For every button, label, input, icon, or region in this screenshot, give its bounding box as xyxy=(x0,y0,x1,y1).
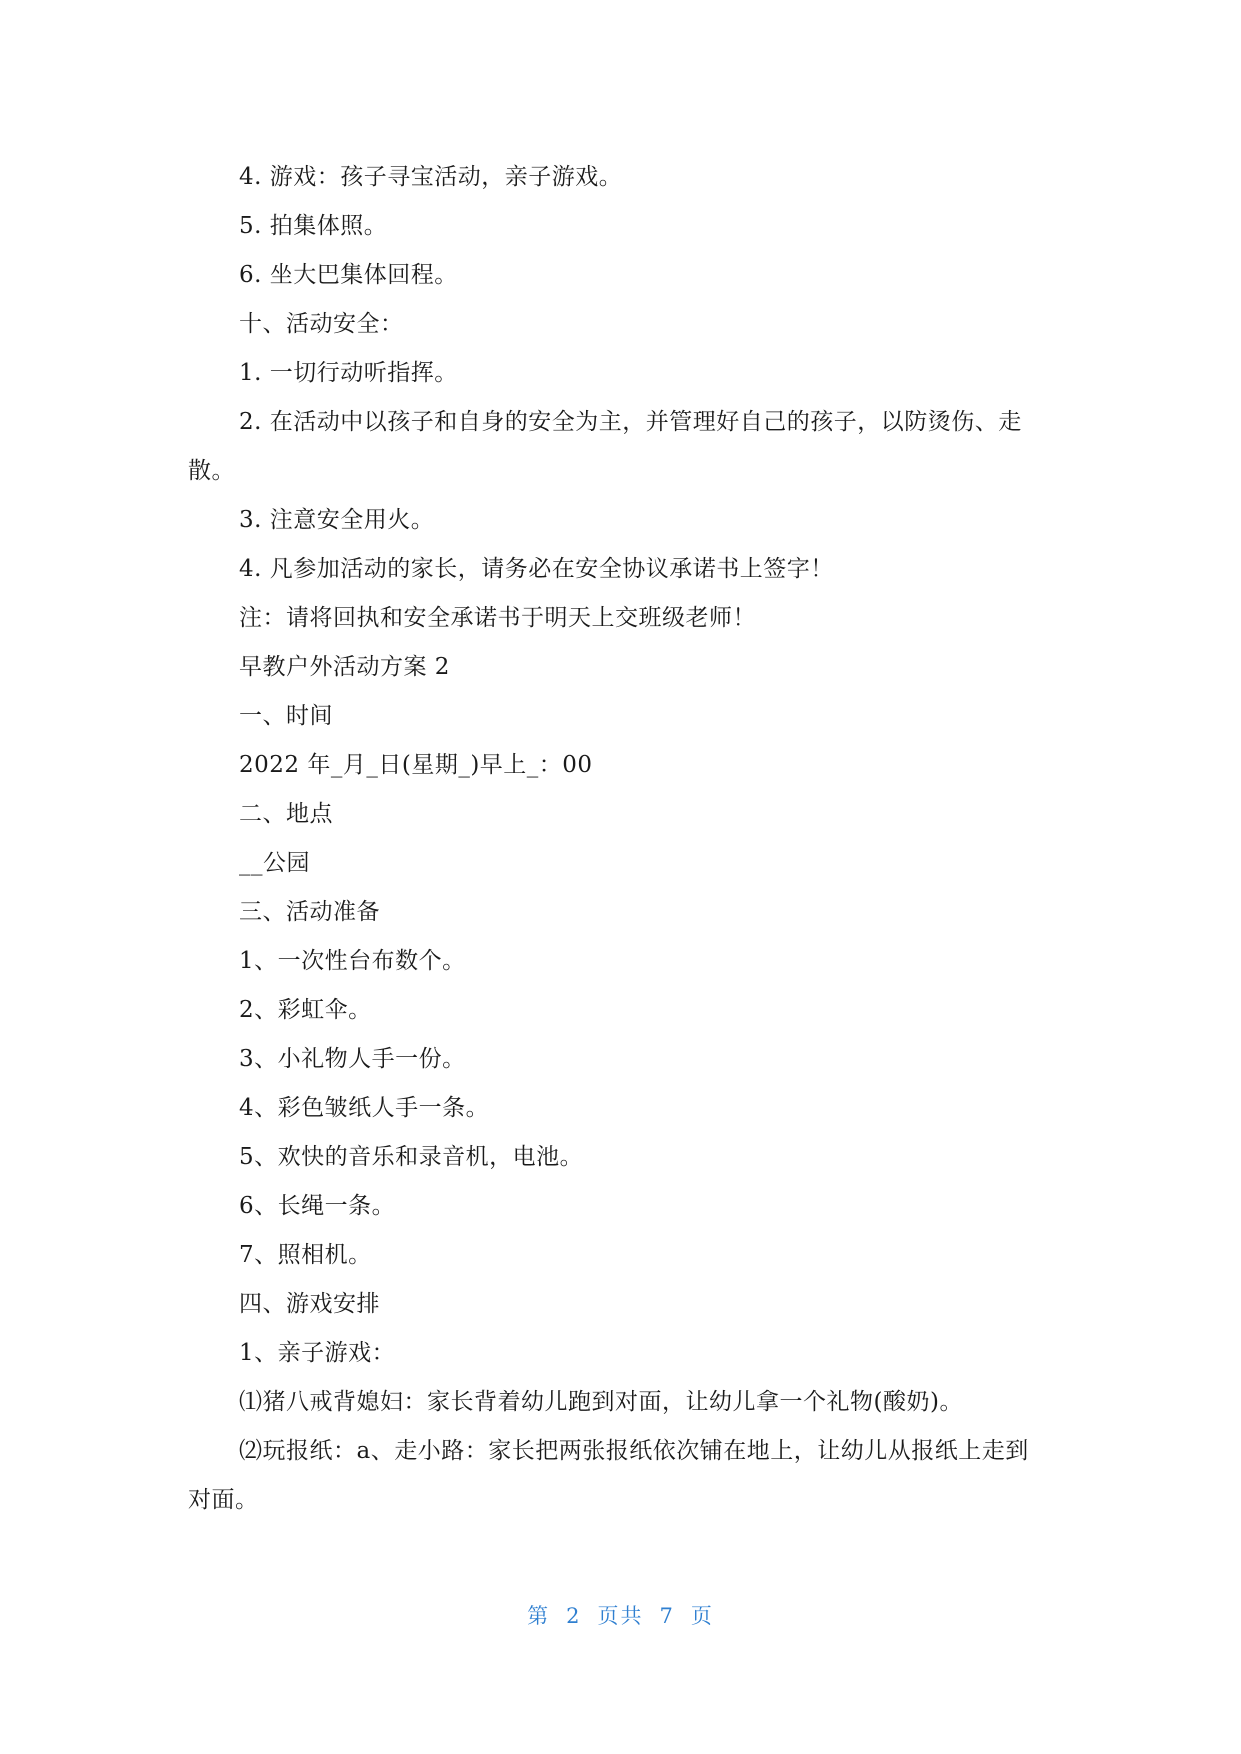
list-item: 7、照相机。 xyxy=(239,1242,372,1268)
footer-total-pages: 7 xyxy=(659,1604,675,1628)
list-item: 3、小礼物人手一份。 xyxy=(239,1046,466,1072)
document-body xyxy=(188,153,1048,1525)
section-heading: 十、活动安全： xyxy=(239,311,404,337)
paragraph: __公园 xyxy=(239,850,310,876)
paragraph: 4. 凡参加活动的家长，请务必在安全协议承诺书上签字！ xyxy=(239,556,834,582)
list-item: 6、长绳一条。 xyxy=(239,1193,396,1219)
section-heading: 三、活动准备 xyxy=(239,899,380,925)
page-footer xyxy=(0,1600,1241,1630)
footer-middle: 页共 xyxy=(597,1604,644,1628)
list-item: 5、欢快的音乐和录音机，电池。 xyxy=(239,1144,584,1170)
section-heading: 四、游戏安排 xyxy=(239,1291,380,1317)
paragraph: 1. 一切行动听指挥。 xyxy=(239,360,458,386)
paragraph: 2. 在活动中以孩子和自身的安全为主，并管理好自己的孩子，以防烫伤、走散。 xyxy=(188,409,1022,484)
note-paragraph: 注：请将回执和安全承诺书于明天上交班级老师！ xyxy=(239,605,756,631)
list-item: 2、彩虹伞。 xyxy=(239,997,372,1023)
section-heading: 一、时间 xyxy=(239,703,333,729)
list-item: 4、彩色皱纸人手一条。 xyxy=(239,1095,490,1121)
paragraph: 3. 注意安全用火。 xyxy=(239,507,435,533)
plan-title: 早教户外活动方案 2 xyxy=(239,654,450,680)
paragraph: 5. 拍集体照。 xyxy=(239,213,388,239)
footer-page-number: 2 xyxy=(566,1604,582,1628)
section-heading: 二、地点 xyxy=(239,801,333,827)
list-item: 1、亲子游戏： xyxy=(239,1340,396,1366)
footer-prefix: 第 xyxy=(527,1604,551,1628)
paragraph: 6. 坐大巴集体回程。 xyxy=(239,262,458,288)
paragraph: ⑵玩报纸：a、走小路：家长把两张报纸依次铺在地上，让幼儿从报纸上走到对面。 xyxy=(188,1438,1029,1513)
footer-suffix: 页 xyxy=(690,1604,714,1628)
paragraph: 4. 游戏：孩子寻宝活动，亲子游戏。 xyxy=(239,164,623,190)
paragraph: ⑴猪八戒背媳妇：家长背着幼儿跑到对面，让幼儿拿一个礼物(酸奶)。 xyxy=(239,1389,963,1415)
list-item: 1、一次性台布数个。 xyxy=(239,948,466,974)
paragraph: 2022 年_月_日(星期_)早上_：00 xyxy=(239,752,593,778)
